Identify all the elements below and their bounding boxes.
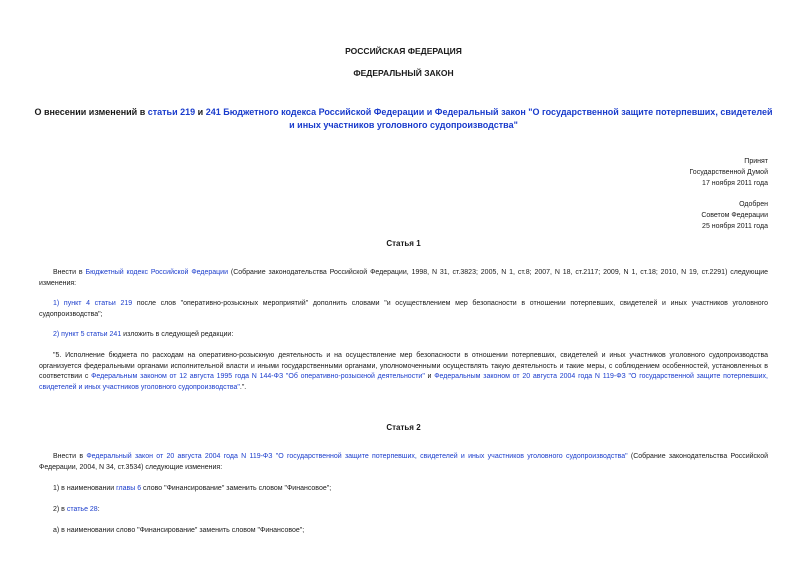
link-clause-5-article-241[interactable]: пункт 5 статьи 241 [61,331,122,338]
accepted-label: Принят [744,158,768,165]
article-1-intro [39,268,768,289]
link-law-144-fz[interactable]: Федеральным законом от 12 августа 1995 года N 144-ФЗ "Об оперативно-розыскной деятельности" [91,373,425,380]
text: "5. Исполнение бюджета по расходам на оперативно-розыскную деятельность и на осуществление мер безопасности в отношении потерпевших, свидетелей и иных участников уголовного судопроизводства организуется федеральными органами исполнительной власти и иными государственными органами, уполномоченными осуществлять такую деятельность и такие меры, с соблюдением особенностей, установленных в соответствии с [39,352,768,380]
article-1-item-1 [39,299,768,320]
text: слово "Финансирование" заменить словом "Финансовое"; [141,485,332,492]
item-number: 1) [53,300,64,307]
link-law-119-fz[interactable]: Федеральный закон от 20 августа 2004 года N 119-ФЗ "О государственной защите потерпевших, свидетелей и иных участников уголовного судопроизводства" [86,453,628,460]
title-link-article-219[interactable]: статьи 219 [147,107,196,117]
text: 2) в [53,506,67,513]
text: .". [239,383,247,391]
link-clause-4-article-219[interactable]: пункт 4 статьи 219 [63,300,133,307]
title-text: О внесении изменений в [34,107,148,117]
article-2-intro [39,452,768,473]
article-2-item-2 [39,505,768,516]
text: Внести в [53,453,87,460]
text: после слов "оперативно-розыскных мероприятий" дополнить словами "и осуществлением мер безопасности в отношении потерпевших, свидетелей и иных участников уголовного судопроизводства"; [39,300,768,318]
article-1-heading: Статья 1 [386,239,421,248]
text: и [424,373,435,380]
title-text: и [195,107,206,117]
text: : [97,506,100,513]
approved-block [701,199,768,232]
accepted-date: 17 ноября 2011 года [702,180,768,187]
link-budget-code[interactable]: Бюджетный кодекс Российской Федерации [85,269,228,276]
approved-date: 25 ноября 2011 года [702,223,768,230]
link-chapter-6[interactable]: главы 6 [116,485,142,492]
link-law-119-fz[interactable]: Федеральным законом от 20 августа 2004 года N 119-ФЗ "О государственной защите потерпевших, свидетелей и иных участников уголовного судопроизводства" [39,373,768,391]
approved-body: Советом Федерации [701,212,768,219]
link-article-28[interactable]: статье 28 [66,506,98,513]
article-1-quote [39,351,768,393]
article-2-item-2a: а) в наименовании слово "Финансирование" заменить словом "Финансовое"; [53,527,305,534]
header-country: РОССИЙСКАЯ ФЕДЕРАЦИЯ [345,46,462,56]
document-title [30,106,777,132]
title-link-article-241[interactable]: 241 Бюджетного кодекса Российской Федерации и Федеральный закон "О государственной защите потерпевших, свидетелей [205,107,773,117]
title-link-continuation[interactable]: и иных участников уголовного судопроизводства" [289,120,518,130]
text: изложить в следующей редакции: [121,331,234,338]
item-number: 2) [53,331,62,338]
article-2-item-1 [39,484,768,495]
accepted-body: Государственной Думой [689,169,768,176]
article-2-heading: Статья 2 [386,423,421,432]
text: (Собрание законодательства Российской Федерации, 2004, N 34, ст.3534) следующие изменения: [39,453,768,471]
text: (Собрание законодательства Российской Федерации, 1998, N 31, ст.3823; 2005, N 1, ст.8; 2007, N 18, ст.2117; 2009, N 1, ст.18; 2010, N 19, ст.2291) следующие изменения: [39,269,769,287]
header-doc-type: ФЕДЕРАЛЬНЫЙ ЗАКОН [353,68,454,78]
approved-label: Одобрен [739,201,768,208]
text: 1) в наименовании [53,485,117,492]
text: Внести в [53,269,86,276]
accepted-block [689,156,768,189]
article-1-item-2 [39,330,768,341]
